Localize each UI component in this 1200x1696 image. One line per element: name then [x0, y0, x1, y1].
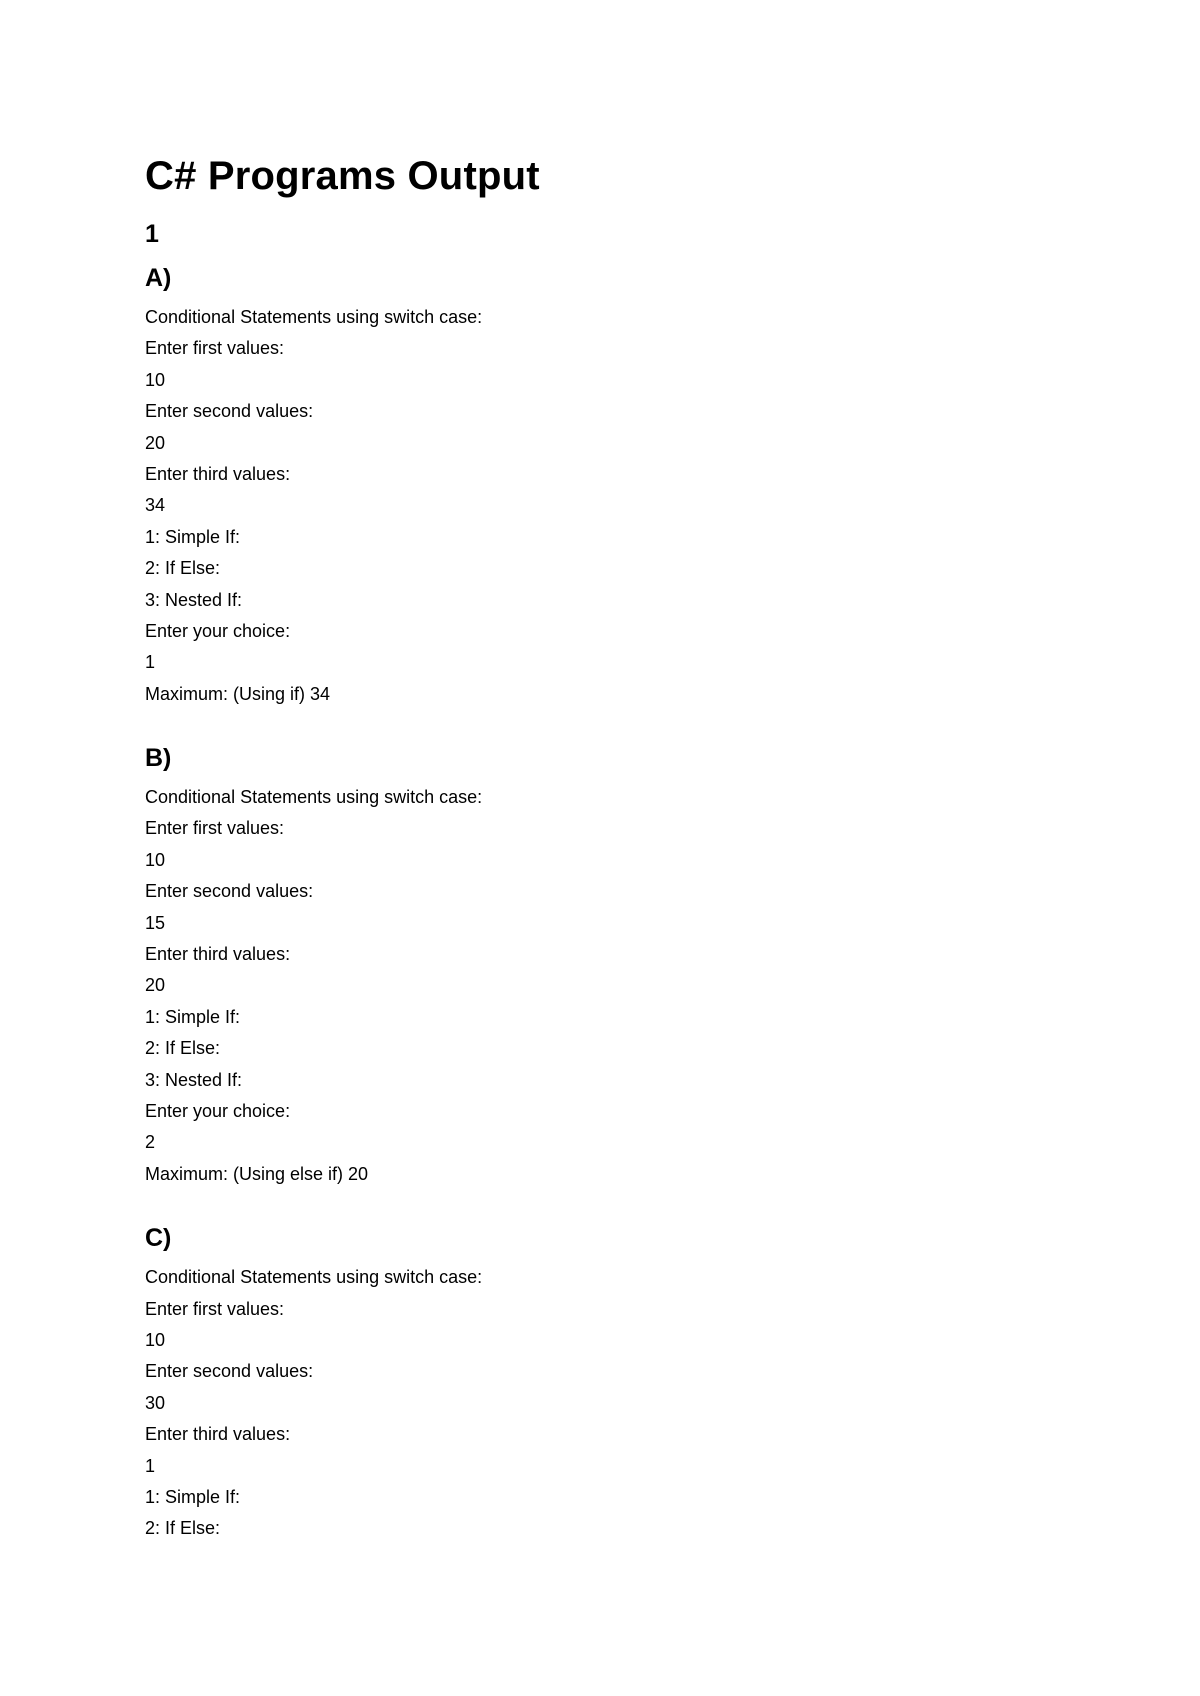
output-line: Conditional Statements using switch case: [145, 787, 483, 808]
section-label-c: C) [145, 1224, 172, 1253]
output-line: Enter first values: [145, 1298, 285, 1319]
output-line: Enter second values: [145, 401, 314, 422]
output-line: Enter third values: [145, 944, 291, 965]
output-line: 10 [145, 1329, 166, 1350]
output-line: Enter your choice: [145, 620, 291, 641]
output-line: 2: If Else: [145, 1518, 221, 1539]
section-c [145, 1220, 1105, 1545]
section-label-b: B) [145, 744, 172, 773]
output-line: 2: If Else: [145, 558, 221, 579]
output-line: Maximum: (Using if) 34 [145, 683, 331, 704]
output-line: 1: Simple If: [145, 1486, 241, 1507]
output-line: 2 [145, 1132, 156, 1153]
output-line: 2: If Else: [145, 1038, 221, 1059]
output-line: 3: Nested If: [145, 1069, 243, 1090]
output-line: Enter second values: [145, 881, 314, 902]
output-line: Maximum: (Using else if) 20 [145, 1163, 369, 1184]
section-b [145, 740, 1105, 1190]
output-line: Enter first values: [145, 818, 285, 839]
section-label-a: A) [145, 264, 172, 292]
output-line: 30 [145, 1392, 166, 1413]
output-lines-a [145, 302, 1105, 710]
output-line: Enter first values: [145, 338, 285, 359]
output-line: 1 [145, 652, 156, 673]
section-number: 1 [145, 220, 159, 248]
output-line: 3: Nested If: [145, 589, 243, 610]
output-line: 10 [145, 849, 166, 870]
output-line: 20 [145, 432, 166, 453]
output-line: Enter third values: [145, 1424, 291, 1445]
output-line: 10 [145, 369, 166, 390]
section-a [145, 260, 1105, 710]
output-lines-b [145, 782, 1105, 1190]
output-line: Conditional Statements using switch case: [145, 307, 483, 327]
output-line: 1 [145, 1455, 156, 1476]
output-line: Enter your choice: [145, 1100, 291, 1121]
output-line: 1: Simple If: [145, 1006, 241, 1027]
output-line: Conditional Statements using switch case: [145, 1267, 483, 1288]
output-line: Enter second values: [145, 1361, 314, 1382]
output-line: 1: Simple If: [145, 526, 241, 547]
output-line: Enter third values: [145, 463, 291, 484]
output-line: 15 [145, 912, 166, 933]
document-title: C# Programs Output [145, 154, 540, 198]
output-line: 20 [145, 975, 166, 996]
document-body [145, 148, 1105, 1545]
output-lines-c [145, 1262, 1105, 1545]
output-line: 34 [145, 495, 166, 516]
